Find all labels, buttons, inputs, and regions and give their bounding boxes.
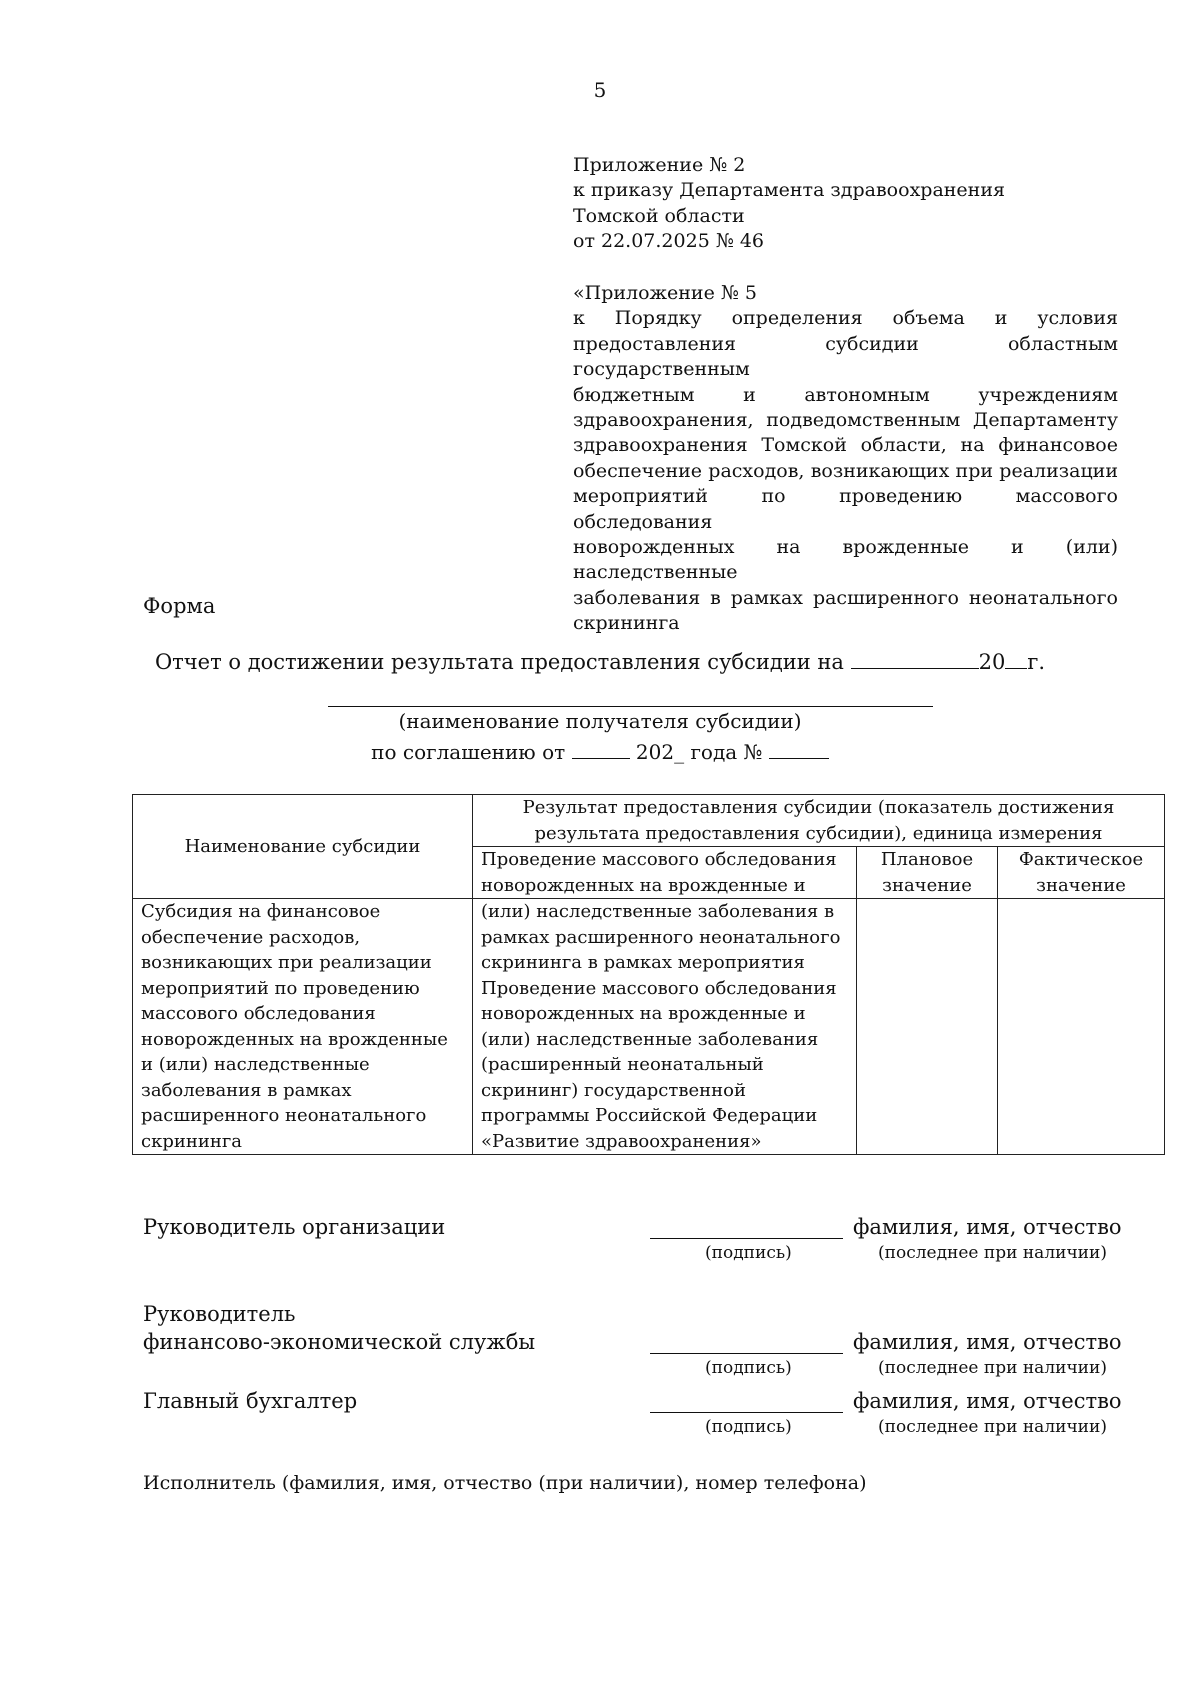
signature-caption: (подпись) xyxy=(705,1417,792,1437)
appendix-line: здравоохранения, подведомственным Департаменту xyxy=(573,409,1118,432)
annex-header xyxy=(573,153,1118,255)
table-row xyxy=(133,899,1165,1155)
report-title-suffix: г. xyxy=(1027,650,1046,674)
fio-caption: (последнее при наличии) xyxy=(878,1358,1107,1378)
signature-role-finance: Руководитель xyxy=(143,1302,296,1326)
report-title-prefix: Отчет о достижении результата предоставления субсидии на xyxy=(154,650,844,674)
appendix-header xyxy=(573,281,1118,637)
cell-subsidy-name: Субсидия на финансовое обеспечение расходов, возникающих при реализации мероприятий по проведению массового обследования новорожденных на врожденные и (или) наследственные заболевания в рамках расширенного неонатального скрининга xyxy=(133,899,473,1155)
signature-fio-finance: фамилия, имя, отчество xyxy=(853,1330,1122,1354)
signature-role-finance: финансово-экономической службы xyxy=(143,1330,536,1354)
appendix-line: предоставления субсидии областным государственным xyxy=(573,332,1118,381)
report-date-blank[interactable] xyxy=(851,649,979,669)
agreement-date-blank[interactable] xyxy=(572,739,630,759)
header-plan: Плановое значение xyxy=(857,847,998,899)
appendix-line: скрининга xyxy=(573,612,680,635)
annex-line: от 22.07.2025 № 46 xyxy=(573,230,765,253)
agreement-number-blank[interactable] xyxy=(769,739,829,759)
appendix-line: обеспечение расходов, возникающих при реализации xyxy=(573,459,1118,482)
report-table xyxy=(132,794,1165,1155)
fio-caption: (последнее при наличии) xyxy=(878,1417,1107,1437)
signature-fio-accountant: фамилия, имя, отчество xyxy=(853,1389,1122,1413)
recipient-name-blank[interactable] xyxy=(328,706,933,707)
cell-activity: (или) наследственные заболевания в рамках расширенного неонатального скрининга в рамках мероприятия Проведение массового обследования новорожденных на врожденные и (или) наследственные заболевания (расширенный неонатальный скрининг) государственной программы Российской Федерации «Развитие здравоохранения» xyxy=(473,899,857,1155)
signature-caption: (подпись) xyxy=(705,1358,792,1378)
appendix-line: мероприятий по проведению массового обследования xyxy=(573,485,1118,533)
header-activity: Проведение массового обследования новорожденных на врожденные и xyxy=(473,847,857,899)
agreement-year: 202_ года № xyxy=(635,740,763,764)
executor-line: Исполнитель (фамилия, имя, отчество (при наличии), номер телефона) xyxy=(143,1472,867,1494)
signature-line-finance[interactable] xyxy=(650,1353,843,1354)
cell-fact-value[interactable] xyxy=(998,899,1165,1155)
signature-line-accountant[interactable] xyxy=(650,1412,843,1413)
annex-line: Приложение № 2 xyxy=(573,154,746,176)
report-title-year: 20 xyxy=(978,650,1006,674)
report-year-blank[interactable] xyxy=(1005,649,1027,669)
annex-line: к приказу Департамента здравоохранения xyxy=(573,179,1005,202)
table-header-row xyxy=(133,795,1165,847)
appendix-line: заболевания в рамках расширенного неонатального xyxy=(573,586,1118,609)
header-result: Результат предоставления субсидии (показатель достижения результата предоставления субсидии), единица измерения xyxy=(473,795,1165,847)
appendix-line: здравоохранения Томской области, на финансовое xyxy=(573,434,1118,457)
header-fact: Фактическое значение xyxy=(998,847,1165,899)
cell-plan-value[interactable] xyxy=(857,899,998,1155)
fio-caption: (последнее при наличии) xyxy=(878,1243,1107,1263)
page-number: 5 xyxy=(593,78,607,102)
appendix-line: новорожденных на врожденные и (или) наследственные xyxy=(573,536,1118,584)
agreement-prefix: по соглашению от xyxy=(371,740,566,764)
report-title xyxy=(0,649,1200,674)
appendix-line: к Порядку определения объема и условия xyxy=(573,307,1118,330)
appendix-line: бюджетным и автономным учреждениям xyxy=(573,383,1118,406)
header-subsidy-name: Наименование субсидии xyxy=(133,795,473,899)
appendix-line: «Приложение № 5 xyxy=(573,282,757,304)
recipient-caption: (наименование получателя субсидии) xyxy=(398,709,802,733)
signature-role-accountant: Главный бухгалтер xyxy=(143,1389,358,1413)
annex-line: Томской области xyxy=(573,204,745,227)
form-label: Форма xyxy=(143,594,216,618)
signature-fio-director: фамилия, имя, отчество xyxy=(853,1215,1122,1239)
signature-role-director: Руководитель организации xyxy=(143,1215,446,1239)
agreement-line xyxy=(0,739,1200,764)
signature-caption: (подпись) xyxy=(705,1243,792,1263)
signature-line-director[interactable] xyxy=(650,1238,843,1239)
